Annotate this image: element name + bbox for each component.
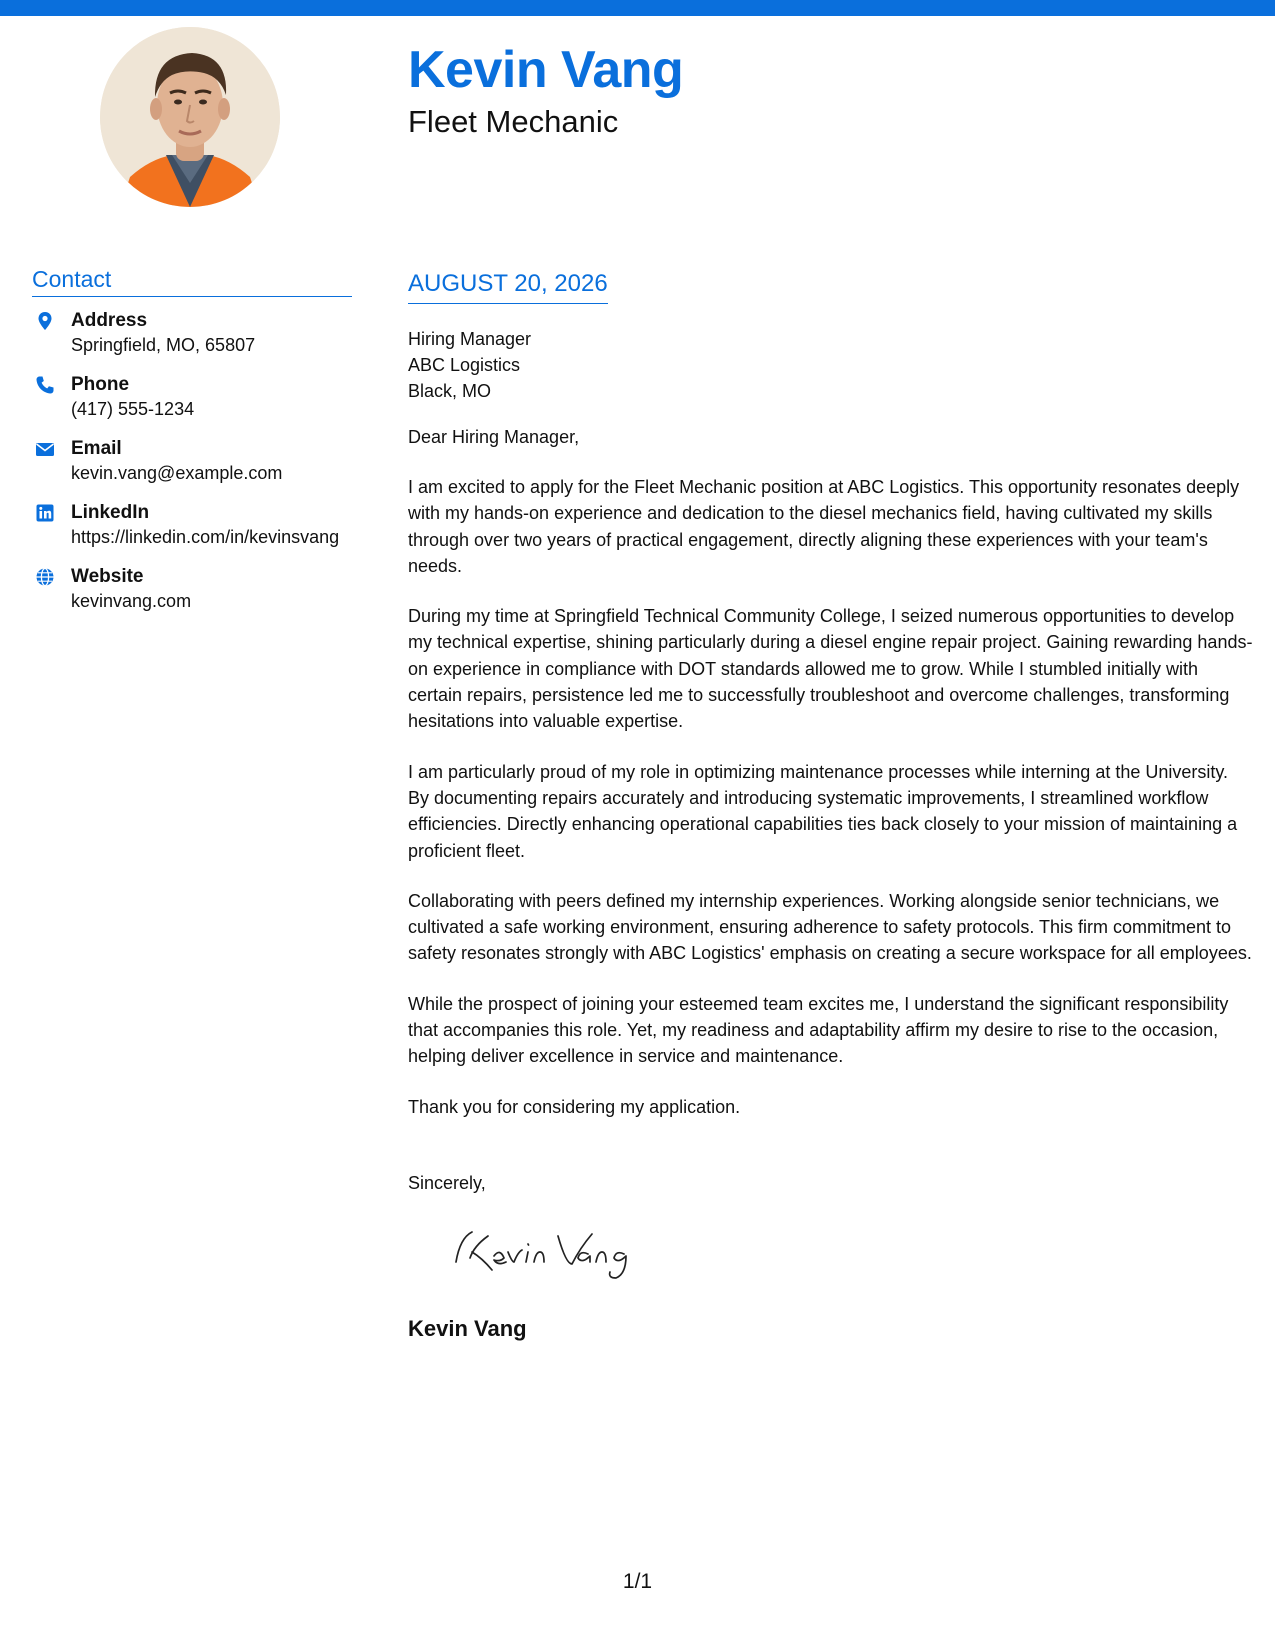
letter-body — [408, 270, 1254, 1342]
contact-label: Website — [71, 566, 144, 587]
salutation: Dear Hiring Manager, — [408, 427, 580, 447]
linkedin-icon — [35, 503, 55, 523]
closing: Sincerely, — [408, 1172, 486, 1193]
portrait-illustration — [100, 27, 280, 207]
contact-label: Address — [71, 310, 148, 331]
contact-phone — [32, 373, 352, 421]
contact-linkedin — [32, 501, 352, 549]
letter-paragraph: I am excited to apply for the Fleet Mechanic position at ABC Logistics. This opportunity resonates deeply with my hands-on experience and dedication to the diesel mechanics field, having cultivated my skills through over two years of practical engagement, directly aligning these experiences with your team's needs. — [408, 477, 1240, 576]
phone-icon — [35, 375, 55, 395]
recipient-line: Black, MO — [408, 381, 492, 401]
letter-paragraph: During my time at Springfield Technical Community College, I seized numerous opportunities to develop my technical expertise, shining particularly during a diesel engine repair project. Gaining rewarding hands-on experience in compliance with DOT standards allowed me to grow. While I stumbled initially with certain repairs, persistence led me to successfully troubleshoot and overcome challenges, transforming hesitations into valuable expertise. — [408, 606, 1253, 732]
letter-paragraph: While the prospect of joining your esteemed team excites me, I understand the significant responsibility that accompanies this role. Yet, my readiness and adaptability affirm my desire to rise to the occasion, helping deliver excellence in service and maintenance. — [408, 993, 1229, 1067]
contact-sidebar — [32, 266, 352, 629]
contact-address — [32, 309, 352, 357]
letter-paragraph: I am particularly proud of my role in optimizing maintenance processes while interning at the University. By documenting repairs accurately and introducing systematic improvements, I streamlined workflow efficiencies. Directly enhancing operational capabilities ties back closely to your mission of maintaining a proficient fleet. — [408, 761, 1238, 861]
signature-drawing — [448, 1218, 648, 1288]
recipient-line: Hiring Manager — [408, 329, 532, 349]
job-title: Fleet Mechanic — [408, 104, 619, 139]
contact-heading: Contact — [32, 266, 352, 297]
recipient-block — [408, 326, 1254, 404]
contact-label: LinkedIn — [71, 502, 150, 523]
contact-label: Email — [71, 438, 122, 459]
contact-value[interactable]: https://linkedin.com/in/kevinsvang — [71, 527, 340, 547]
page-number: 1/1 — [622, 1570, 653, 1593]
top-accent-bar — [0, 0, 1275, 16]
map-pin-icon — [35, 311, 55, 331]
recipient-line: ABC Logistics — [408, 355, 521, 375]
globe-icon — [35, 567, 55, 587]
contact-email — [32, 437, 352, 485]
envelope-icon — [35, 439, 55, 459]
letter-date: AUGUST 20, 2026 — [408, 270, 608, 304]
letter-paragraph: Collaborating with peers defined my internship experiences. Working alongside senior technicians, we cultivated a safe working environment, ensuring adherence to safety protocols. This firm commitment to safety resonates strongly with ABC Logistics' emphasis on creating a secure workspace for all employees. — [408, 890, 1252, 964]
contact-value[interactable]: (417) 555-1234 — [71, 399, 195, 419]
applicant-name: Kevin Vang — [408, 41, 684, 99]
contact-value[interactable]: kevinvang.com — [71, 591, 192, 611]
contact-label: Phone — [71, 374, 130, 395]
handwritten-signature — [448, 1218, 1254, 1288]
signed-name: Kevin Vang — [408, 1315, 527, 1341]
letter-paragraph: Thank you for considering my application. — [408, 1096, 741, 1117]
contact-website — [32, 565, 352, 613]
contact-list — [32, 309, 352, 613]
profile-photo — [100, 27, 280, 207]
contact-value: Springfield, MO, 65807 — [71, 335, 256, 355]
contact-value[interactable]: kevin.vang@example.com — [71, 463, 283, 483]
